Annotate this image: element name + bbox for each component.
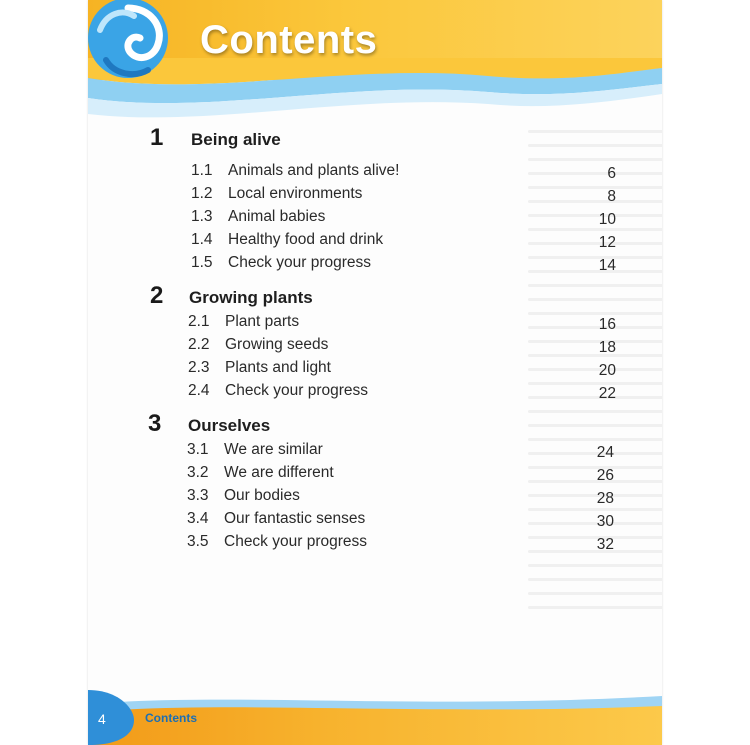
entry-number: 1.1 (191, 162, 213, 179)
entry-label: Check your progress (225, 382, 369, 399)
entry-label: Our fantastic senses (224, 510, 366, 527)
entry-label: Plant parts (225, 313, 300, 330)
chapter-title: Growing plants (189, 288, 313, 307)
entry-label: Local environments (228, 185, 363, 202)
page-title: Contents (200, 18, 378, 62)
entry-page: 22 (598, 385, 616, 402)
footer-label: Contents (145, 711, 197, 725)
swirl-logo-icon (88, 0, 188, 100)
entry-label: We are similar (224, 441, 323, 458)
chapter-title: Ourselves (188, 416, 271, 435)
entry-number: 1.4 (191, 231, 213, 248)
entry-label: Check your progress (228, 254, 372, 271)
entry-label: Healthy food and drink (228, 231, 384, 248)
entry-number: 3.2 (187, 464, 209, 481)
entry-number: 3.3 (187, 487, 209, 504)
entry-page: 16 (598, 316, 616, 333)
page-number: 4 (98, 711, 106, 727)
entry-label: Animals and plants alive! (228, 162, 400, 179)
book-page (88, 0, 662, 745)
chapter-number: 3 (148, 410, 162, 437)
entry-page: 28 (596, 490, 614, 507)
entry-label: We are different (224, 464, 334, 481)
entry-page: 20 (598, 362, 616, 379)
entry-page: 6 (607, 165, 616, 182)
entry-page: 10 (598, 211, 616, 228)
entry-page: 18 (598, 339, 616, 356)
entry-page: 12 (598, 234, 616, 251)
entry-number: 2.3 (188, 359, 210, 376)
chapter-title: Being alive (191, 130, 281, 149)
entry-number: 2.1 (188, 313, 210, 330)
entry-page: 30 (596, 513, 614, 530)
entry-label: Animal babies (228, 208, 326, 225)
entry-number: 3.1 (187, 441, 209, 458)
entry-number: 1.3 (191, 208, 213, 225)
entry-label: Plants and light (225, 359, 331, 376)
entry-label: Check your progress (224, 533, 368, 550)
entry-number: 2.2 (188, 336, 210, 353)
entry-number: 1.5 (191, 254, 213, 271)
entry-page: 8 (607, 188, 616, 205)
entry-page: 32 (596, 536, 614, 553)
entry-page: 24 (596, 444, 614, 461)
chapter-number: 2 (150, 282, 164, 309)
entry-number: 2.4 (188, 382, 210, 399)
entry-number: 3.5 (187, 533, 209, 550)
entry-page: 26 (596, 467, 614, 484)
entry-page: 14 (598, 257, 616, 274)
chapter-number: 1 (150, 124, 164, 151)
entry-label: Our bodies (224, 487, 300, 504)
entry-number: 3.4 (187, 510, 209, 527)
page-number-tab (88, 690, 138, 745)
footer-wave (88, 690, 662, 712)
entry-number: 1.2 (191, 185, 213, 202)
entry-label: Growing seeds (225, 336, 329, 353)
